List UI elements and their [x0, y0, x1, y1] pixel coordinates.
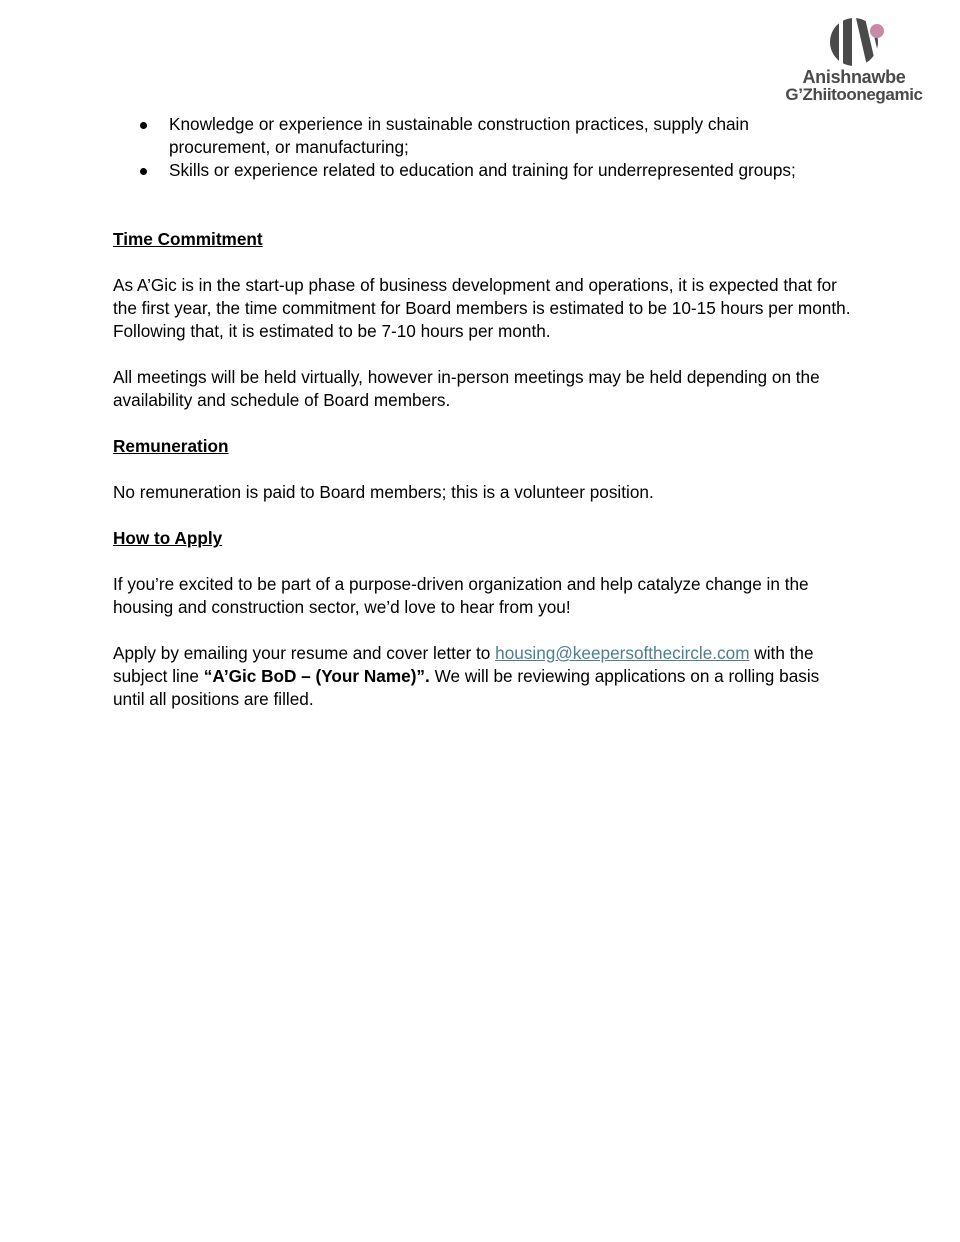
- remuneration-heading: Remuneration: [113, 436, 229, 456]
- subject-line: “A’Gic BoD – (Your Name)”.: [203, 666, 430, 686]
- organization-logo: [776, 18, 932, 108]
- meetings-paragraph: All meetings will be held virtually, however in-person meetings may be held depending on the availability and schedule of Board members.: [113, 367, 820, 410]
- email-link[interactable]: housing@keepersofthecircle.com: [495, 643, 750, 663]
- remuneration-paragraph: No remuneration is paid to Board members; this is a volunteer position.: [113, 482, 654, 502]
- apply-instructions-paragraph: [113, 642, 853, 711]
- how-to-apply-heading: How to Apply: [113, 528, 223, 548]
- list-item-text: Skills or experience related to education and training for underrepresented groups;: [169, 160, 796, 180]
- apply-text-mid: with the subject line: [113, 643, 814, 686]
- document-body: [113, 113, 853, 711]
- time-commitment-paragraph: As A’Gic is in the start-up phase of business development and operations, it is expected that for the first year, the time commitment for Board members is estimated to be 10-15 hours per month. Following that, it is estimated to be 7-10 hours per month.: [113, 275, 851, 341]
- apply-text-prefix: Apply by emailing your resume and cover letter to: [113, 643, 496, 663]
- logo-mark-icon: [810, 18, 898, 66]
- bullet-icon: [140, 122, 147, 129]
- bullet-icon: [140, 168, 147, 175]
- apply-text-suffix: We will be reviewing applications on a rolling basis until all positions are filled.: [113, 666, 820, 709]
- logo-text-line1: Anishnawbe: [802, 67, 906, 87]
- qualifications-list: [113, 113, 853, 182]
- list-item: [113, 113, 853, 159]
- logo-text-line2: G’Zhiitoonegamic: [785, 85, 923, 104]
- how-to-apply-paragraph: If you’re excited to be part of a purpose-driven organization and help catalyze change in the housing and construction sector, we’d love to hear from you!: [113, 574, 809, 617]
- list-item-text: Knowledge or experience in sustainable construction practices, supply chain procurement, or manufacturing;: [169, 114, 749, 157]
- time-commitment-heading: Time Commitment: [113, 229, 263, 249]
- list-item: [113, 159, 853, 182]
